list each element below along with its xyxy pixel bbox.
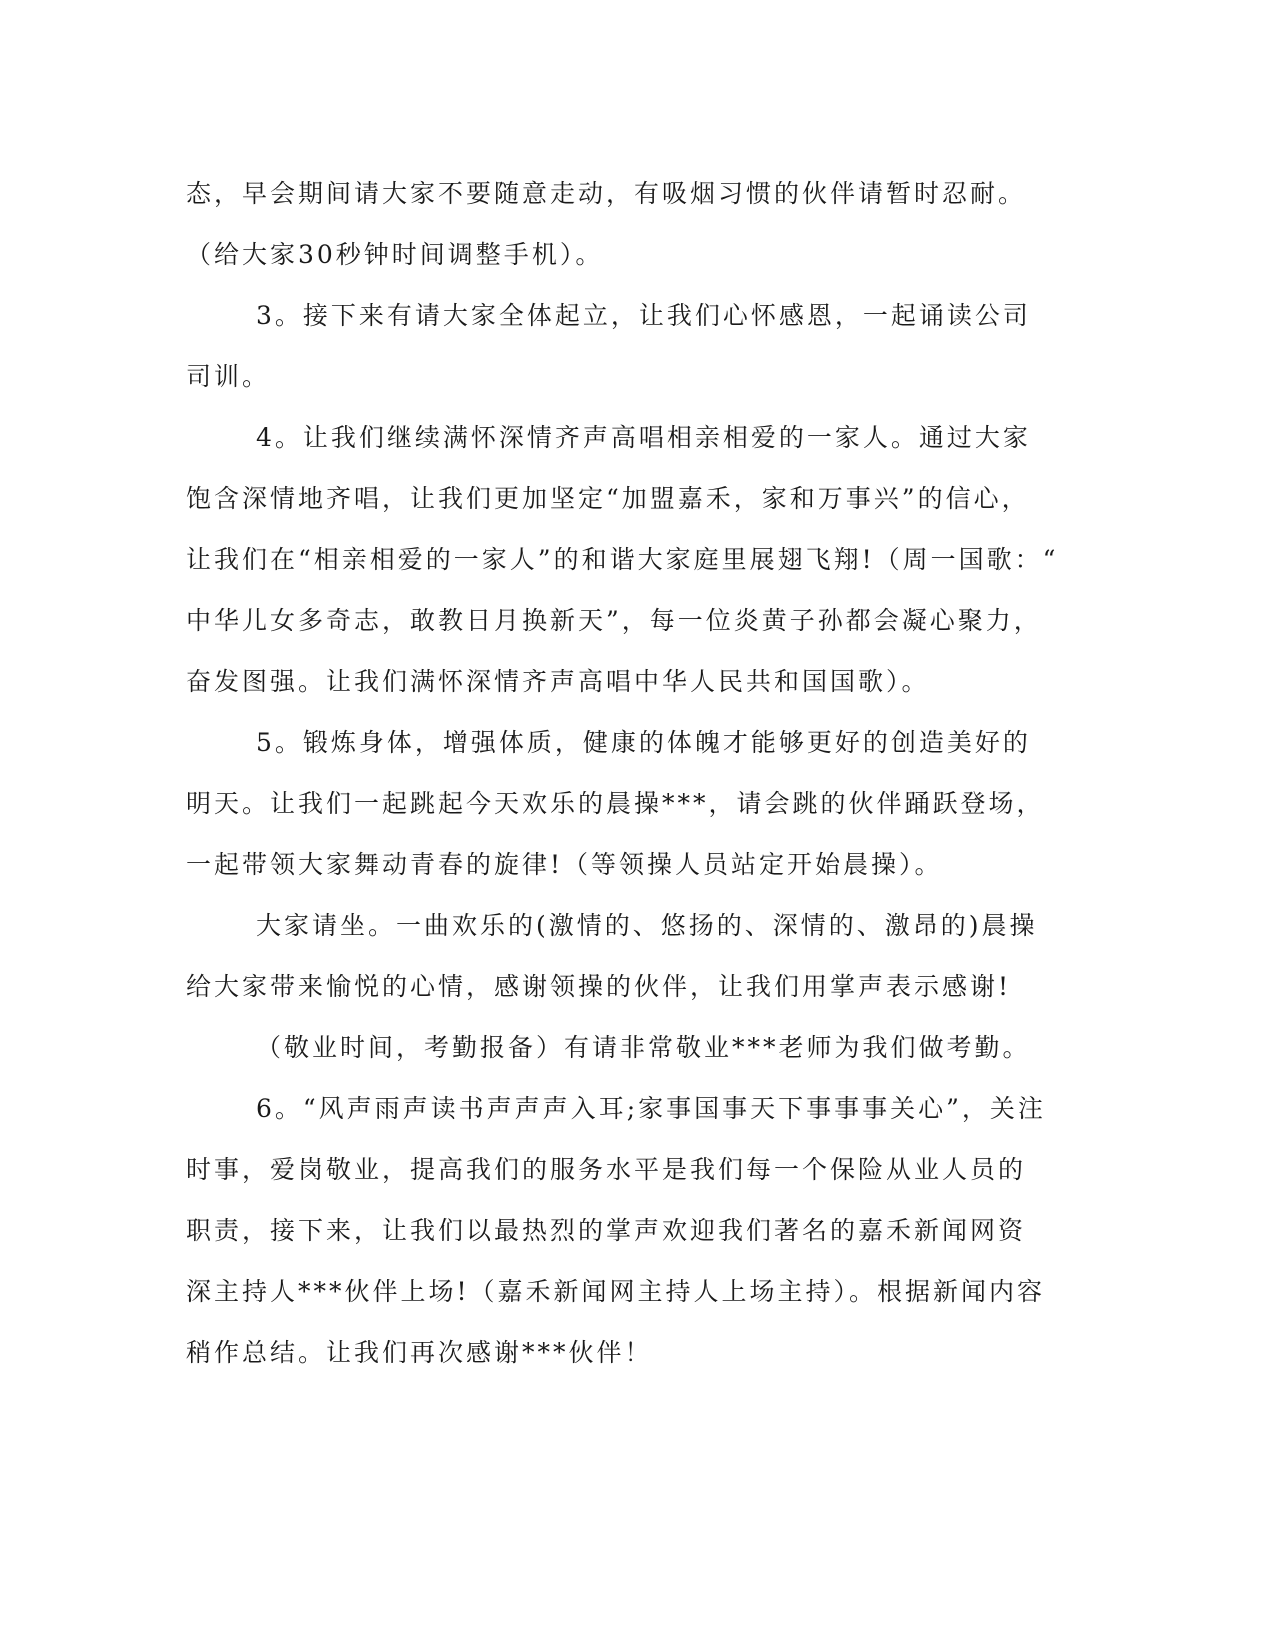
paragraph-6-start: 6。“风声雨声读书声声声入耳;家事国事天下事事事关心”，关注: [256, 1094, 1046, 1123]
text-line: 稍作总结。让我们再次感谢***伙伴！: [186, 1338, 653, 1367]
paragraph-attendance: （敬业时间，考勤报备）有请非常敬业***老师为我们做考勤。: [256, 1033, 1031, 1062]
text-line: 给大家带来愉悦的心情，感谢领操的伙伴，让我们用掌声表示感谢!: [186, 972, 1012, 1001]
body-text: [186, 163, 1066, 1383]
text-line: 职责，接下来，让我们以最热烈的掌声欢迎我们著名的嘉禾新闻网资: [186, 1216, 1027, 1245]
paragraph-3-start: 3。接下来有请大家全体起立，让我们心怀感恩，一起诵读公司: [256, 301, 1031, 330]
text-line: 饱含深情地齐唱，让我们更加坚定“加盟嘉禾，家和万事兴”的信心，: [186, 484, 1030, 513]
text-line: （给大家30秒钟时间调整手机）。: [186, 240, 604, 269]
text-line: 深主持人***伙伴上场!（嘉禾新闻网主持人上场主持）。根据新闻内容: [186, 1277, 1046, 1306]
text-line: 奋发图强。让我们满怀深情齐声高唱中华人民共和国国歌）。: [186, 667, 930, 696]
text-line: 时事，爱岗敬业，提高我们的服务水平是我们每一个保险从业人员的: [186, 1155, 1027, 1184]
paragraph-5-start: 5。锻炼身体，增强体质，健康的体魄才能够更好的创造美好的: [256, 728, 1031, 757]
paragraph-sit-start: 大家请坐。一曲欢乐的(激情的、悠扬的、深情的、激昂的)晨操: [256, 911, 1038, 940]
text-line: 司训。: [186, 362, 271, 391]
text-line: 一起带领大家舞动青春的旋律!（等领操人员站定开始晨操）。: [186, 850, 943, 879]
paragraph-4-start: 4。让我们继续满怀深情齐声高唱相亲相爱的一家人。通过大家: [256, 423, 1031, 452]
text-line: 让我们在“相亲相爱的一家人”的和谐大家庭里展翅飞翔!（周一国歌：“: [186, 545, 1059, 574]
text-line: 明天。让我们一起跳起今天欢乐的晨操***，请会跳的伙伴踊跃登场，: [186, 789, 1045, 818]
text-line: 中华儿女多奇志，敢教日月换新天”，每一位炎黄子孙都会凝心聚力，: [186, 606, 1042, 635]
text-line: 态，早会期间请大家不要随意走动，有吸烟习惯的伙伴请暂时忍耐。: [186, 179, 1027, 208]
